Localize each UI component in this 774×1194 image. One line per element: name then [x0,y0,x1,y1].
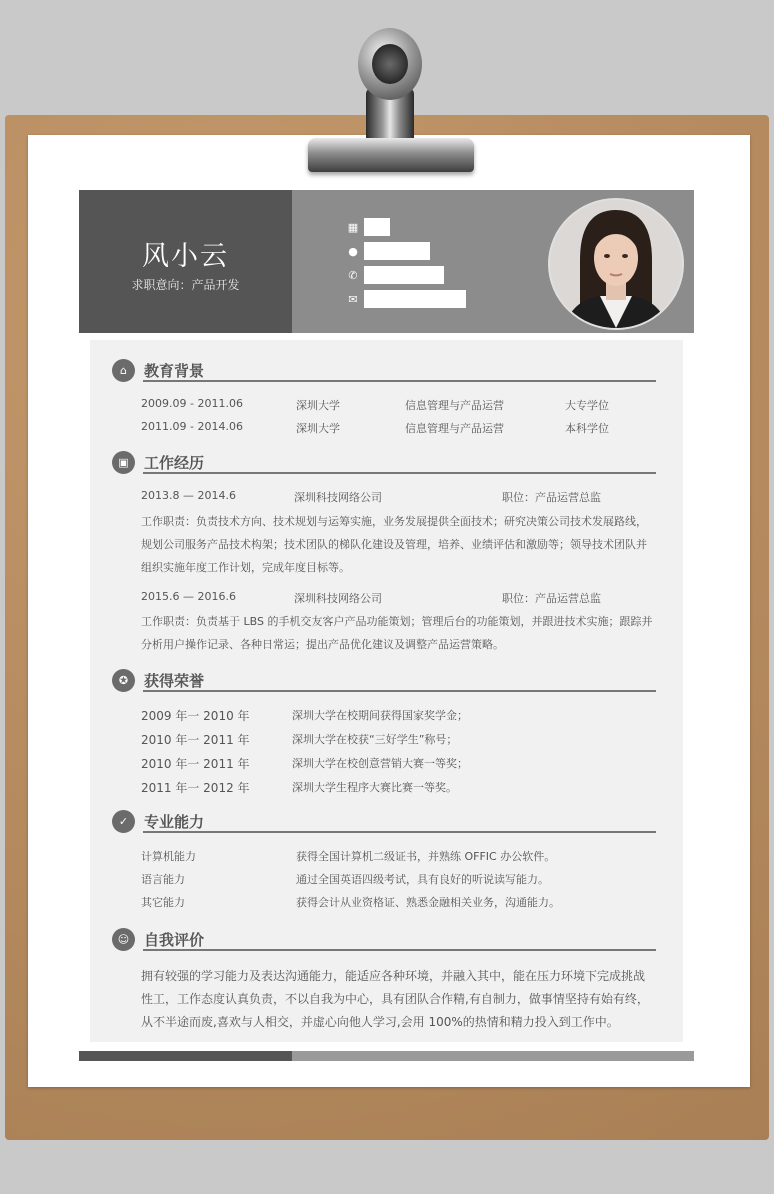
user-card-icon: ☺ [112,928,135,951]
edu-degree: 本科学位 [565,422,609,435]
contact-value-redacted [364,266,444,284]
self-evaluation-line: 性工，工作态度认真负责，不以自我为中心，具有团队合作精,有自制力，做事情坚持有始有终， [141,992,649,1006]
skill-text: 通过全国英语四级考试，具有良好的听说读写能力。 [296,873,549,886]
section-title-self: 自我评价 [144,931,205,949]
job-period: 2015.6 — 2016.6 [141,590,236,603]
edu-period: 2011.09 - 2014.06 [141,420,243,433]
header-name-block [79,190,292,333]
edu-school: 深圳大学 [296,422,340,435]
honor-text: 深圳大学生程序大赛比赛一等奖。 [292,781,457,794]
job-period: 2013.8 — 2014.6 [141,489,236,502]
candidate-name: 风小云 [142,241,229,272]
graduation-cap-icon: ⌂ [112,359,135,382]
self-evaluation-line: 从不半途而废,喜欢与人相交，并虚心向他人学习,会用 100%的热情和精力投入到工作中。 [141,1015,619,1029]
footer-bar-light [292,1051,694,1061]
mail-icon: ✉ [348,292,358,306]
job-position: 职位：产品运营总监 [502,491,601,504]
honor-text: 深圳大学在校获“三好学生”称号； [292,733,458,746]
award-medal-icon: ✪ [112,669,135,692]
section-divider [143,380,656,382]
thumbs-up-icon: ✓ [112,810,135,833]
clip-ring-hole [372,44,408,84]
contact-row-date [346,218,360,236]
section-title-work: 工作经历 [144,454,205,472]
honor-text: 深圳大学在校期间获得国家奖学金； [292,709,468,722]
skill-text: 获得会计从业资格证、熟悉金融相关业务，沟通能力。 [296,896,560,909]
section-divider [143,831,656,833]
edu-major: 信息管理与产品运营 [405,399,504,412]
job-company: 深圳科技网络公司 [294,491,382,504]
job-duty-line: 工作职责：负责技术方向、技术规划与运筹实施，业务发展提供全面技术；研究决策公司技术发展路线， [141,515,647,528]
edu-school: 深圳大学 [296,399,340,412]
skill-name: 计算机能力 [141,850,196,863]
briefcase-icon: ▣ [112,451,135,474]
contact-value-redacted [364,290,466,308]
honor-text: 深圳大学在校创意营销大赛一等奖； [292,757,468,770]
clip-base [308,138,474,172]
portrait-image [550,200,682,328]
job-duty-line: 工作职责：负责基于 LBS 的手机交友客户产品功能策划；管理后台的功能策划，并跟进技术实施；跟踪并 [141,615,653,628]
phone-icon: ✆ [348,268,358,282]
calendar-icon: ▦ [347,220,359,234]
job-position: 职位：产品运营总监 [502,592,601,605]
job-duty-line: 规划公司服务产品技术构架；技术团队的梯队化建设及管理，培养、业绩评估和激励等；领导技术团队并 [141,538,647,551]
honor-period: 2009 年一 2010 年 [141,709,250,723]
contact-value-redacted [364,242,430,260]
section-title-honors: 获得荣誉 [144,672,205,690]
edu-major: 信息管理与产品运营 [405,422,504,435]
contact-row-mail [346,290,360,308]
self-evaluation-line: 拥有较强的学习能力及表达沟通能力，能适应各种环境，并融入其中，能在压力环境下完成挑战 [141,969,646,983]
edu-degree: 大专学位 [565,399,609,412]
section-divider [143,690,656,692]
honor-period: 2010 年一 2011 年 [141,757,250,771]
contact-row-phone [346,266,360,284]
job-intent: 求职意向：产品开发 [131,278,240,292]
skill-name: 其它能力 [141,896,185,909]
job-duty-line: 组织实施年度工作计划，完成年度目标等。 [141,561,350,574]
skill-name: 语言能力 [141,873,185,886]
contact-row-location [346,242,360,260]
section-title-skills: 专业能力 [144,813,205,831]
job-duty-line: 分析用户操作记录、各种日常运；提出产品优化建议及调整产品运营策略。 [141,638,504,651]
contact-value-redacted [364,218,390,236]
footer-bar-dark [79,1051,292,1061]
job-company: 深圳科技网络公司 [294,592,382,605]
location-icon: ● [348,244,358,258]
section-divider [143,949,656,951]
honor-period: 2010 年一 2011 年 [141,733,250,747]
section-divider [143,472,656,474]
skill-text: 获得全国计算机二级证书，并熟练 OFFIC 办公软件。 [296,850,556,863]
honor-period: 2011 年一 2012 年 [141,781,250,795]
avatar [548,198,684,330]
edu-period: 2009.09 - 2011.06 [141,397,243,410]
section-title-education: 教育背景 [144,362,205,380]
